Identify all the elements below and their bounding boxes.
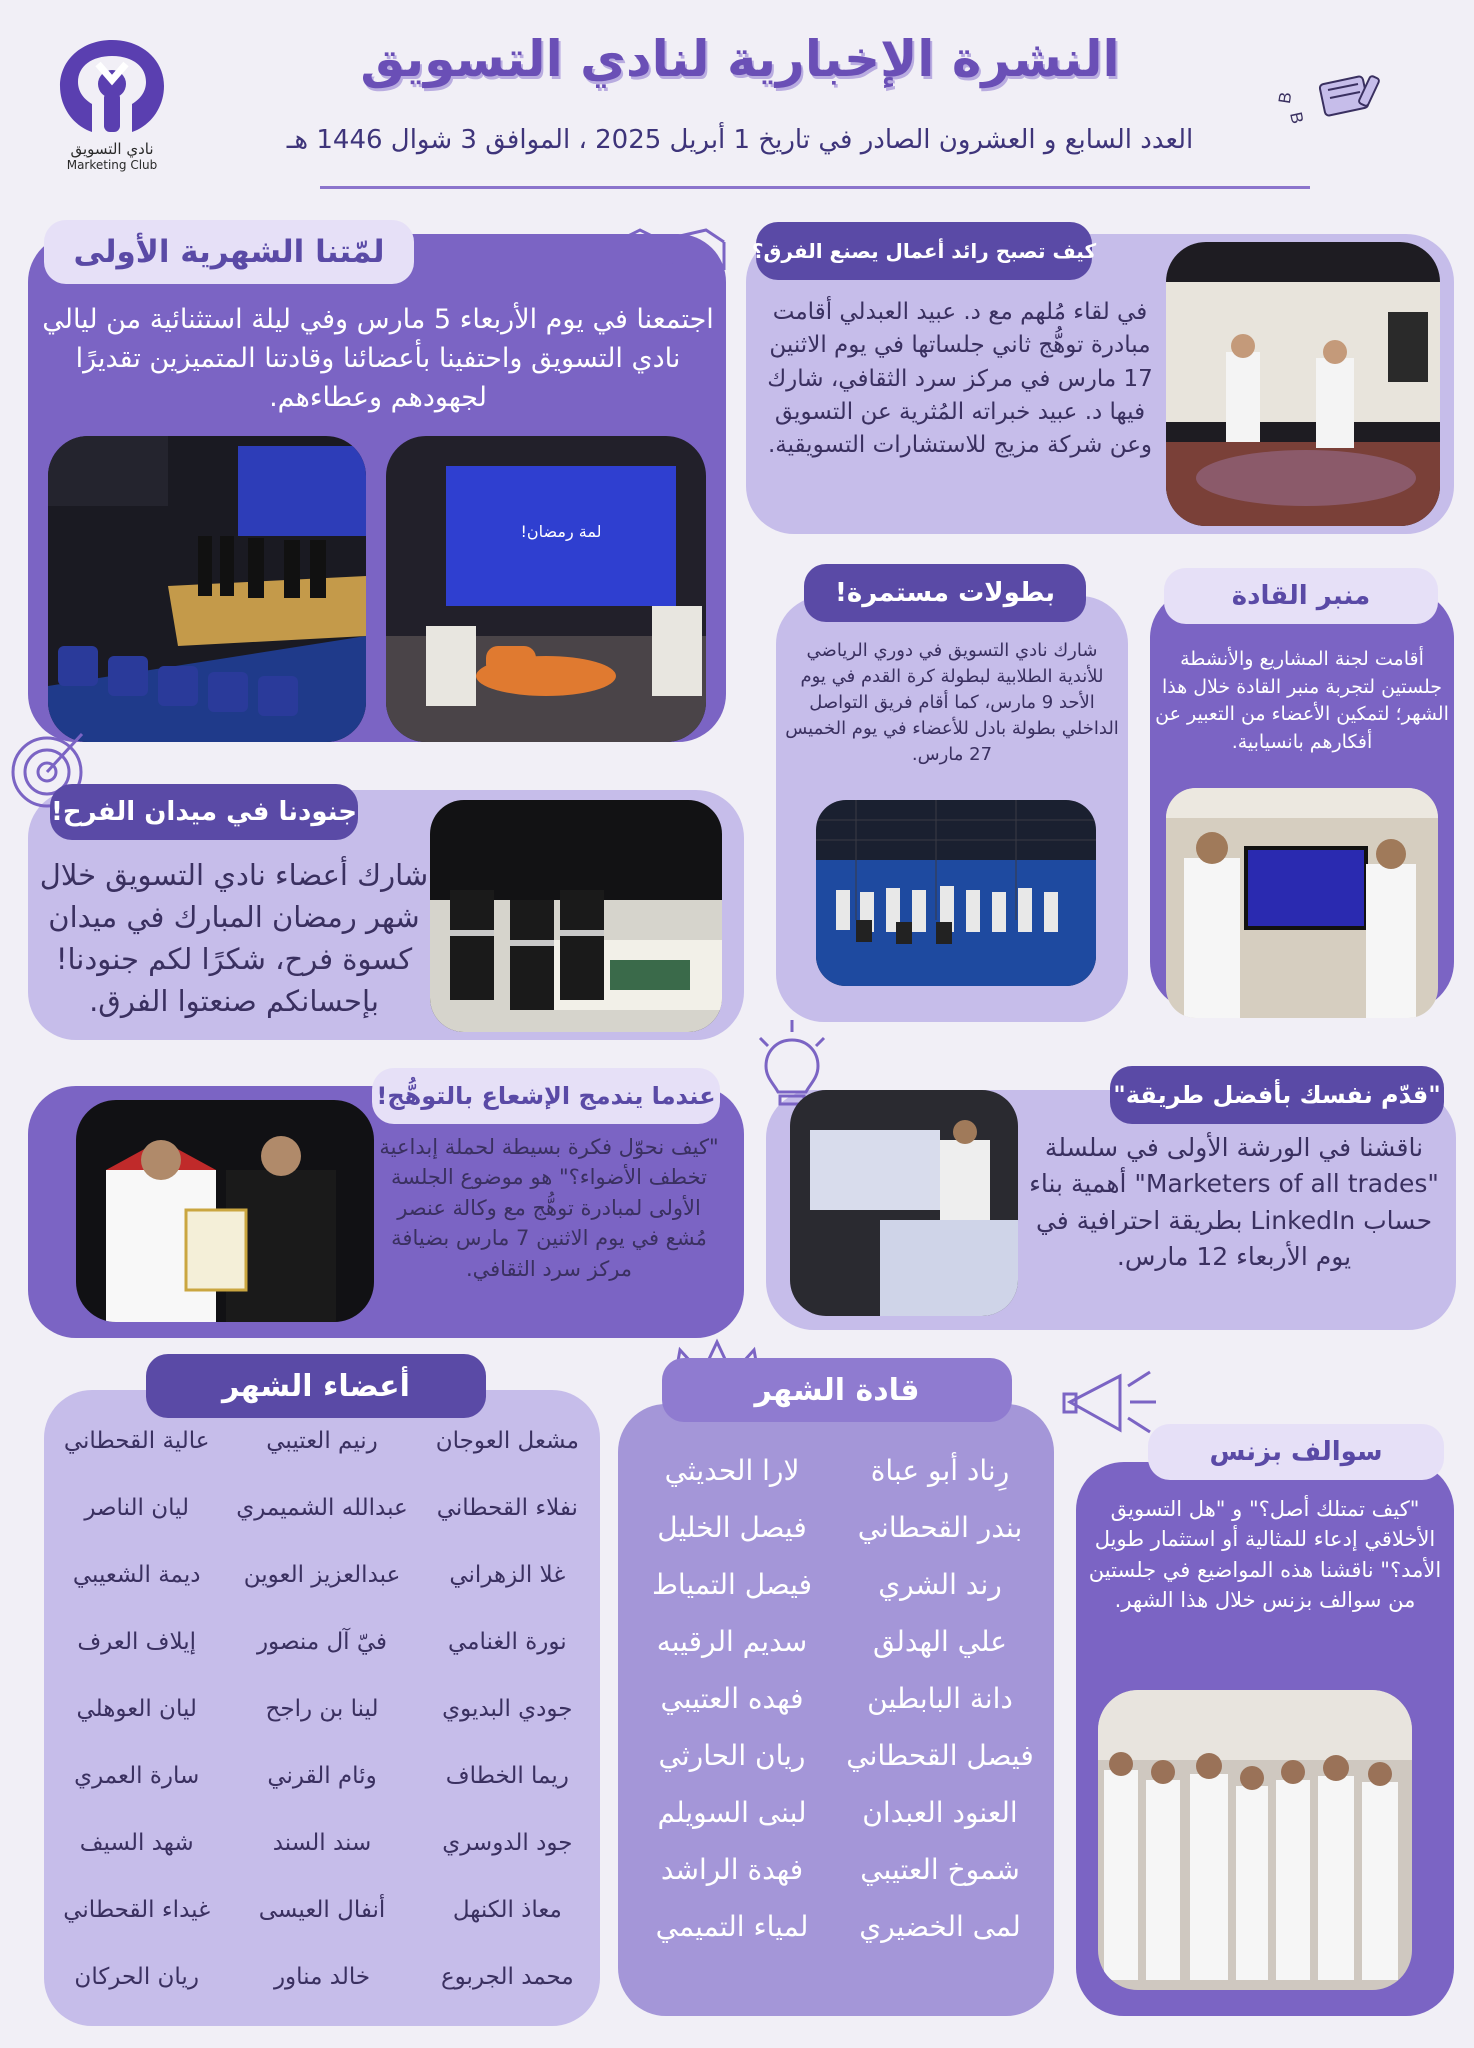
leader-name: فهدة الراشد	[660, 1853, 804, 1886]
leader-name: لمى الخضيري	[859, 1910, 1021, 1943]
member-name: ريما الخطاف	[445, 1763, 569, 1789]
gathering-stage-photo	[48, 436, 366, 742]
member-name: فيّ آل منصور	[256, 1629, 388, 1655]
leader-name: رِناد أبو عباة	[870, 1454, 1010, 1487]
leader-name: فيصل الخليل	[657, 1511, 807, 1544]
leaders-podium-photo	[1166, 788, 1438, 1018]
members-title: أعضاء الشهر	[146, 1354, 486, 1418]
championships-photo	[816, 800, 1096, 986]
stamp-icon	[1260, 12, 1440, 192]
introduce-text: ناقشنا في الورشة الأولى في سلسلة "Marketers of all trades" أهمية بناء حساب LinkedIn بطريقة احترافية في يوم الأربعاء 12 مارس.	[1029, 1133, 1439, 1271]
stamp-top-text: B	[1274, 89, 1296, 105]
entrepreneur-title: كيف تصبح رائد أعمال يصنع الفرق؟	[756, 222, 1092, 280]
gathering-screen-text: لمة رمضان!	[520, 522, 602, 541]
svg-text:MARKETING CLUB	[1260, 12, 1296, 105]
member-name: محمد الجربوع	[440, 1964, 574, 1990]
stamp-bottom-text: B	[1286, 110, 1308, 127]
member-name: ليان الناصر	[84, 1495, 190, 1521]
leader-name: شموخ العتيبي	[860, 1853, 1020, 1886]
soldiers-photo	[430, 800, 722, 1032]
page-title: النشرة الإخبارية لنادي التسويق	[360, 30, 1120, 88]
creativity-photo	[76, 1100, 374, 1322]
member-name: إيلاف العرف	[77, 1629, 197, 1655]
member-name: عبدالله الشميمري	[236, 1495, 408, 1521]
leaders-podium-title: منبر القادة	[1164, 568, 1438, 624]
member-name: عالية القحطاني	[63, 1428, 210, 1454]
member-name: ديمة الشعيبي	[72, 1562, 201, 1588]
month-leaders-title: قادة الشهر	[662, 1358, 1012, 1422]
gathering-text: اجتمعنا في يوم الأربعاء 5 مارس وفي ليلة استثنائية من ليالي نادي التسويق واحتفينا بأعضائنا وقادتنا المتميزين تقديرًا لجهودهم وعطاءهم.	[42, 304, 714, 414]
member-name: شهد السيف	[79, 1830, 194, 1856]
leader-name: العنود العبدان	[862, 1796, 1018, 1829]
member-name: نفلاء القحطاني	[436, 1495, 578, 1521]
introduce-title: "قدّم نفسك بأفضل طريقة"	[1110, 1066, 1444, 1124]
member-name: جودي البديوي	[442, 1696, 573, 1722]
member-name: معاذ الكنهل	[452, 1897, 562, 1923]
leader-name: فيصل التمياط	[651, 1568, 813, 1601]
championships-text: شارك نادي التسويق في دوري الرياضي للأندية الطلابية لبطولة كرة القدم في يوم الأحد 9 مارس، كما أقام فريق التواصل الداخلي بطولة بادل للأعضاء في يوم الخميس 27 مارس.	[785, 640, 1119, 766]
leader-name: دانة البابطين	[867, 1682, 1013, 1715]
business-talks-text: "كيف تمتلك أصل؟" و "هل التسويق الأخلاقي إدعاء للمثالية أو استثمار طويل الأمد؟" ناقشنا هذه المواضيع في جلستين من سوالف بزنس خلال هذا الشهر.	[1088, 1497, 1442, 1613]
member-name: أنفال العيسى	[258, 1897, 386, 1923]
page-subtitle: العدد السابع و العشرون الصادر في تاريخ 1 أبريل 2025 ، الموافق 3 شوال 1446 هـ	[286, 125, 1194, 155]
members-list	[44, 1428, 600, 2031]
gathering-title: لمّتنا الشهرية الأولى	[44, 220, 414, 284]
introduce-photo	[790, 1090, 1018, 1316]
championships-title: بطولات مستمرة!	[804, 564, 1086, 622]
club-logo	[52, 34, 172, 174]
creativity-title: عندما يندمج الإشعاع بالتوهُّج!	[372, 1068, 720, 1124]
member-name: غلا الزهراني	[449, 1562, 566, 1588]
leader-name: رند الشري	[878, 1568, 1002, 1601]
member-name: نورة الغنامي	[447, 1629, 567, 1655]
soldiers-title: جنودنا في ميدان الفرح!	[50, 784, 358, 840]
gathering-screen-photo	[386, 436, 706, 742]
member-name: غيداء القحطاني	[63, 1897, 211, 1923]
leader-name: سديم الرقيبه	[656, 1625, 808, 1658]
leader-name: لارا الحديثي	[664, 1454, 800, 1487]
member-name: عبدالعزيز العوين	[243, 1562, 401, 1588]
member-name: جود الدوسري	[442, 1830, 573, 1856]
business-talks-photo	[1098, 1690, 1412, 1990]
creativity-text: "كيف نحوّل فكرة بسيطة لحملة إبداعية تخطف الأضواء؟" هو موضوع الجلسة الأولى لمبادرة توهُّج مع وكالة عنصر مُشع في يوم الاثنين 7 مارس بضيافة مركز سرد الثقافي.	[379, 1135, 719, 1281]
handshake-icon	[610, 212, 730, 292]
business-talks-title: سوالف بزنس	[1148, 1424, 1444, 1480]
entrepreneur-photo	[1166, 242, 1440, 526]
member-name: مشعل العوجان	[435, 1428, 579, 1454]
member-name: سارة العمري	[74, 1763, 200, 1789]
member-name: ريان الحركان	[74, 1964, 199, 1990]
leader-name: فيصل القحطاني	[846, 1739, 1034, 1772]
leader-name: لبنى السويلم	[657, 1796, 807, 1829]
member-name: سند السند	[272, 1830, 372, 1856]
leader-name: فهده العتيبي	[660, 1682, 804, 1715]
logo-mark-icon	[52, 34, 172, 134]
month-leaders-list	[628, 1454, 1044, 1967]
leaders-podium-text: أقامت لجنة المشاريع والأنشطة جلستين لتجربة منبر القادة خلال هذا الشهر؛ لتمكين الأعضاء من التعبير عن أفكارهم بانسيابية.	[1155, 648, 1449, 753]
member-name: رنيم العتيبي	[266, 1428, 378, 1454]
member-name: وئام القرني	[267, 1763, 377, 1789]
member-name: لينا بن راجح	[265, 1696, 379, 1722]
svg-text:MARKETING CLUB	[1260, 12, 1307, 126]
member-name: خالد مناور	[273, 1964, 371, 1990]
leader-name: علي الهدلق	[872, 1625, 1007, 1658]
logo-arabic-name: نادي التسويق	[70, 140, 154, 158]
leader-name: ريان الحارثي	[658, 1739, 806, 1772]
entrepreneur-text: في لقاء مُلهم مع د. عبيد العبدلي أقامت مبادرة توهُّج ثاني جلساتها في يوم الاثنين 17 مارس في مركز سرد الثقافي، شارك فيها د. عبيد خبراته المُثرية عن التسويق وعن شركة مزيج للاستشارات التسويقية.	[767, 299, 1153, 459]
header-divider	[320, 186, 1310, 189]
leader-name: لمياء التميمي	[655, 1910, 809, 1943]
leader-name: بندر القحطاني	[857, 1511, 1023, 1544]
marketing-club-stamp	[1260, 12, 1440, 192]
member-name: ليان العوهلي	[76, 1696, 197, 1722]
logo-english-name: Marketing Club	[66, 158, 158, 172]
soldiers-text: شارك أعضاء نادي التسويق خلال شهر رمضان المبارك في ميدان كسوة فرح، شكرًا لكم جنودنا! بإحسانكم صنعتوا الفرق.	[39, 858, 429, 1019]
